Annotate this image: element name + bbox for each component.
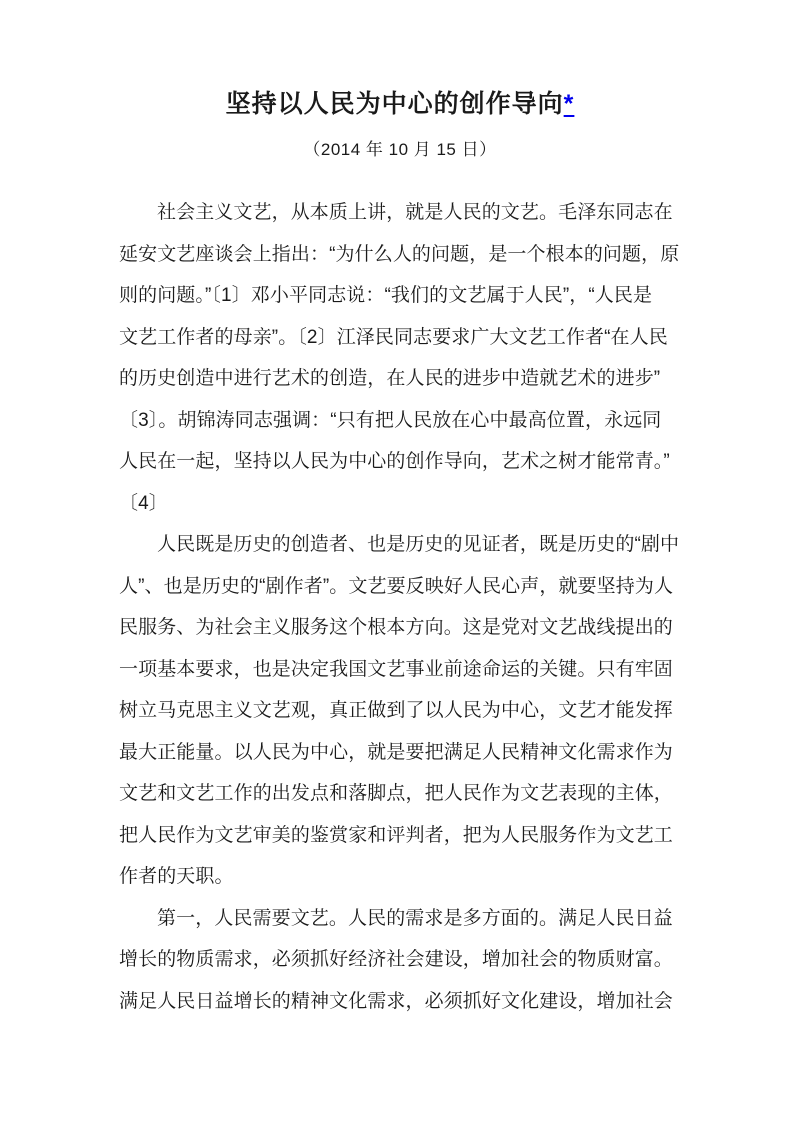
paragraph-line: 满足人民日益增长的精神文化需求，必须抓好文化建设，增加社会 (119, 990, 673, 1012)
paragraph-line: 人”、也是历史的“剧作者”。文艺要反映好人民心声，就要坚持为人 (119, 575, 674, 597)
paragraph (119, 898, 681, 1023)
paragraph-line: 人民在一起，坚持以人民为中心的创作导向，艺术之树才能常青。” (119, 451, 670, 472)
paragraph-line: 则的问题。”〔1〕邓小平同志说：“我们的文艺属于人民”，“人民是 (119, 285, 653, 306)
paragraph-line: 人民既是历史的创造者、也是历史的见证者，既是历史的“剧中 (157, 534, 680, 555)
document-body (119, 192, 681, 1022)
paragraph-line: 把人民作为文艺审美的鉴赏家和评判者，把为人民服务作为文艺工 (119, 824, 673, 846)
paragraph (119, 524, 681, 898)
paragraph-line: 文艺和文艺工作的出发点和落脚点，把人民作为文艺表现的主体， (119, 783, 673, 804)
paragraph-line: 民服务、为社会主义服务这个根本方向。这是党对文艺战线提出的 (119, 617, 673, 638)
paragraph-line: 一项基本要求，也是决定我国文艺事业前途命运的关键。只有牢固 (119, 658, 673, 680)
paragraph-line: 延安文艺座谈会上指出：“为什么人的问题，是一个根本的问题，原 (119, 243, 680, 265)
paragraph-line: 〔4〕 (119, 492, 168, 514)
paragraph-line: 社会主义文艺，从本质上讲，就是人民的文艺。毛泽东同志在 (157, 202, 673, 223)
paragraph-line: 的历史创造中进行艺术的创造，在人民的进步中造就艺术的进步” (119, 368, 661, 389)
paragraph (119, 192, 681, 524)
paragraph-line: 第一，人民需要文艺。人民的需求是多方面的。满足人民日益 (157, 907, 673, 929)
paragraph-line: 作者的天职。 (119, 866, 234, 887)
footnote-link[interactable]: * (563, 90, 575, 118)
document-title-text: 坚持以人民为中心的创作导向 (225, 90, 564, 118)
paragraph-line: 〔3〕。胡锦涛同志强调：“只有把人民放在心中最高位置，永远同 (119, 409, 662, 431)
document-title (0, 0, 800, 121)
paragraph-line: 文艺工作者的母亲”。〔2〕江泽民同志要求广大文艺工作者“在人民 (119, 326, 668, 348)
paragraph-line: 最大正能量。以人民为中心，就是要把满足人民精神文化需求作为 (119, 741, 673, 763)
paragraph-line: 增长的物质需求，必须抓好经济社会建设，增加社会的物质财富。 (119, 949, 673, 970)
document-date: （2014 年 10 月 15 日） (303, 140, 497, 159)
paragraph-line: 树立马克思主义文艺观，真正做到了以人民为中心，文艺才能发挥 (119, 700, 673, 721)
